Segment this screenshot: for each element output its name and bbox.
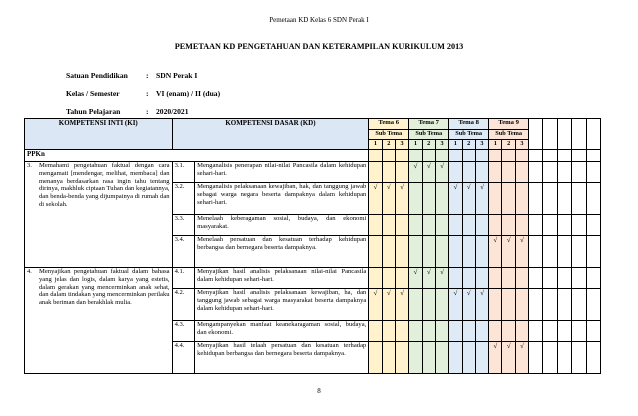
check-mark: √ <box>515 342 528 374</box>
ki-text: Menyajikan pengetahuan faktual dalam bahasa yang jelas dan logis, dalam karya yang estetis, dalam gerakan yang mencerminkan anak sehat, dan dalam tindakan yang mencerminkan perilaku anak beriman dan berakhlak mulia. <box>39 268 170 307</box>
empty-cell <box>543 342 557 374</box>
empty-cell <box>572 342 586 374</box>
empty-cell <box>369 268 382 289</box>
empty-cell <box>409 289 422 321</box>
ki-content <box>27 162 170 209</box>
empty-cell <box>586 236 601 268</box>
empty-cell <box>395 321 408 342</box>
sub-number: 2 <box>462 140 475 150</box>
check-mark: √ <box>395 289 408 321</box>
tema-8-header: Tema 8 <box>449 119 489 130</box>
ki-number: 4. <box>27 268 32 275</box>
empty-cell <box>422 289 435 321</box>
empty-cell <box>557 289 571 321</box>
empty-cell <box>409 215 422 236</box>
empty-cell <box>395 342 408 374</box>
empty-cell <box>529 236 543 268</box>
empty-cell <box>369 342 382 374</box>
ki-text: Memahami pengetahuan faktual dengan cara mengamati [mendengar, melihat, membaca] dan menanya berdasarkan rasa ingin tahu tentang dirinya, makhluk ciptaan Tuhan dan kegiatannya, dan benda-benda yang dijumpainya di rumah dan di sekolah. <box>39 162 170 208</box>
kd-text: Mengampanyekan manfaat keanekaragaman sosial, budaya, dan ekonomi. <box>195 321 369 342</box>
kd-number: 3.3. <box>172 215 195 236</box>
empty-cell <box>557 342 571 374</box>
subject-label: PPKn <box>25 150 369 162</box>
empty-cell <box>529 289 543 321</box>
document-title: PEMETAAN KD PENGETAHUAN DAN KETERAMPILAN KURIKULUM 2013 <box>174 42 464 51</box>
check-mark: √ <box>489 236 502 268</box>
sub-number: 2 <box>502 140 515 150</box>
empty-cell <box>529 150 543 162</box>
info-colon: : <box>146 88 149 98</box>
empty-cell <box>395 162 408 183</box>
check-mark: √ <box>409 162 422 183</box>
check-mark: √ <box>502 236 515 268</box>
kd-row <box>25 268 601 289</box>
empty-cell <box>515 215 528 236</box>
kd-row <box>25 162 601 183</box>
empty-cell <box>369 162 382 183</box>
info-label: Kelas / Semester <box>66 88 120 98</box>
sub-number: 2 <box>422 140 435 150</box>
sub-tema-label: Sub Tema <box>489 130 529 140</box>
page-number: 8 <box>317 387 321 395</box>
empty-cell <box>586 289 601 321</box>
empty-cell <box>462 268 475 289</box>
empty-cell <box>382 321 395 342</box>
extra-column <box>572 119 586 150</box>
info-value: SDN Perak I <box>156 70 198 80</box>
empty-cell <box>586 162 601 183</box>
empty-cell <box>586 321 601 342</box>
info-value: VI (enam) / II (dua) <box>156 88 221 98</box>
empty-cell <box>462 321 475 342</box>
kd-number: 3.4. <box>172 236 195 268</box>
school-info <box>66 66 220 120</box>
ki-content <box>27 268 170 307</box>
empty-cell <box>586 215 601 236</box>
empty-cell <box>435 183 448 215</box>
empty-cell <box>462 215 475 236</box>
extra-column <box>529 119 543 150</box>
empty-cell <box>543 183 557 215</box>
kd-text: Menyajikan hasil analisis pelaksanaan kewajiban, ha, dan tanggung jawab sebagai warga masyarakat beserta dampaknya dalam kehidupan sehari-hari. <box>195 289 369 321</box>
sub-number: 2 <box>382 140 395 150</box>
sub-number: 3 <box>395 140 408 150</box>
kd-number: 4.2. <box>172 289 195 321</box>
empty-cell <box>543 289 557 321</box>
empty-cell <box>369 321 382 342</box>
empty-cell <box>382 215 395 236</box>
empty-cell <box>449 268 462 289</box>
empty-cell <box>475 268 488 289</box>
empty-cell <box>502 150 515 162</box>
empty-cell <box>572 150 586 162</box>
check-mark: √ <box>435 162 448 183</box>
empty-cell <box>489 215 502 236</box>
empty-cell <box>529 183 543 215</box>
info-value: 2020/2021 <box>156 106 189 116</box>
empty-cell <box>449 236 462 268</box>
empty-cell <box>502 183 515 215</box>
empty-cell <box>529 215 543 236</box>
sub-tema-label: Sub Tema <box>449 130 489 140</box>
empty-cell <box>449 215 462 236</box>
empty-cell <box>462 342 475 374</box>
empty-cell <box>515 162 528 183</box>
info-row-school <box>66 66 220 84</box>
empty-cell <box>475 342 488 374</box>
empty-cell <box>529 268 543 289</box>
empty-cell <box>409 236 422 268</box>
empty-cell <box>557 215 571 236</box>
empty-cell <box>515 268 528 289</box>
empty-cell <box>449 150 462 162</box>
empty-cell <box>449 342 462 374</box>
empty-cell <box>489 289 502 321</box>
sub-number: 1 <box>369 140 382 150</box>
empty-cell <box>572 289 586 321</box>
empty-cell <box>395 215 408 236</box>
extra-column <box>557 119 571 150</box>
empty-cell <box>543 236 557 268</box>
kd-text: Menyajikan hasil analisis pelaksanaan nilai-nilai Pancasila dalam kehidupan sehari-hari. <box>195 268 369 289</box>
tema-6-header: Tema 6 <box>369 119 409 130</box>
check-mark: √ <box>462 289 475 321</box>
empty-cell <box>422 236 435 268</box>
empty-cell <box>475 150 488 162</box>
info-label: Tahun Pelajaran <box>66 106 121 116</box>
empty-cell <box>572 236 586 268</box>
empty-cell <box>462 162 475 183</box>
empty-cell <box>382 268 395 289</box>
empty-cell <box>435 321 448 342</box>
kd-text: Menyajikan hasil telaah persatuan dan kesatuan terhadap kehidupan berbangsa dan bernegara beserta dampaknya. <box>195 342 369 374</box>
empty-cell <box>502 162 515 183</box>
empty-cell <box>586 183 601 215</box>
empty-cell <box>422 321 435 342</box>
empty-cell <box>409 183 422 215</box>
empty-cell <box>449 162 462 183</box>
sub-number: 3 <box>475 140 488 150</box>
check-mark: √ <box>422 162 435 183</box>
ki-header: KOMPETENSI INTI (KI) <box>25 119 173 150</box>
check-mark: √ <box>449 183 462 215</box>
check-mark: √ <box>435 268 448 289</box>
empty-cell <box>586 150 601 162</box>
empty-cell <box>369 215 382 236</box>
empty-cell <box>435 342 448 374</box>
kd-mapping-table <box>24 118 601 374</box>
empty-cell <box>515 183 528 215</box>
empty-cell <box>502 215 515 236</box>
empty-cell <box>572 215 586 236</box>
tema-7-header: Tema 7 <box>409 119 449 130</box>
empty-cell <box>572 268 586 289</box>
empty-cell <box>409 342 422 374</box>
ki-cell <box>25 162 173 268</box>
empty-cell <box>489 268 502 289</box>
info-colon: : <box>146 70 149 80</box>
sub-tema-label: Sub Tema <box>369 130 409 140</box>
empty-cell <box>462 150 475 162</box>
empty-cell <box>422 215 435 236</box>
empty-cell <box>543 321 557 342</box>
check-mark: √ <box>382 289 395 321</box>
empty-cell <box>435 150 448 162</box>
empty-cell <box>422 183 435 215</box>
check-mark: √ <box>395 183 408 215</box>
empty-cell <box>572 183 586 215</box>
info-colon: : <box>146 106 149 116</box>
empty-cell <box>395 150 408 162</box>
empty-cell <box>422 150 435 162</box>
sub-number: 3 <box>515 140 528 150</box>
empty-cell <box>543 150 557 162</box>
empty-cell <box>462 236 475 268</box>
check-mark: √ <box>449 289 462 321</box>
info-label: Satuan Pendidikan <box>66 70 128 80</box>
check-mark: √ <box>422 268 435 289</box>
empty-cell <box>475 321 488 342</box>
empty-cell <box>557 321 571 342</box>
kd-number: 4.4. <box>172 342 195 374</box>
kd-number: 4.3. <box>172 321 195 342</box>
empty-cell <box>557 183 571 215</box>
check-mark: √ <box>515 236 528 268</box>
check-mark: √ <box>462 183 475 215</box>
empty-cell <box>515 150 528 162</box>
kd-text: Menganalisis pelaksanaan kewajiban, hak, dan tanggung jawab sebagai warga negara beserta dampaknya dalam kehidupan sehari-hari. <box>195 183 369 215</box>
sub-tema-label: Sub Tema <box>409 130 449 140</box>
extra-column <box>543 119 557 150</box>
empty-cell <box>586 268 601 289</box>
extra-column <box>586 119 601 150</box>
empty-cell <box>586 342 601 374</box>
empty-cell <box>557 162 571 183</box>
empty-cell <box>557 268 571 289</box>
check-mark: √ <box>475 183 488 215</box>
sub-number: 3 <box>435 140 448 150</box>
empty-cell <box>543 268 557 289</box>
empty-cell <box>489 150 502 162</box>
kd-text: Menelaah keberagaman sosial, budaya, dan ekonomi masyarakat. <box>195 215 369 236</box>
kd-text: Menelaah persatuan dan kesatuan terhadap kehidupan berbangsa dan bernegara beserta dampaknya. <box>195 236 369 268</box>
check-mark: √ <box>369 183 382 215</box>
empty-cell <box>382 236 395 268</box>
empty-cell <box>502 289 515 321</box>
empty-cell <box>475 162 488 183</box>
empty-cell <box>502 321 515 342</box>
empty-cell <box>529 162 543 183</box>
kd-number: 3.2. <box>172 183 195 215</box>
empty-cell <box>435 236 448 268</box>
empty-cell <box>382 150 395 162</box>
empty-cell <box>435 289 448 321</box>
empty-cell <box>543 215 557 236</box>
kd-number: 4.1. <box>172 268 195 289</box>
empty-cell <box>489 162 502 183</box>
check-mark: √ <box>409 268 422 289</box>
empty-cell <box>369 150 382 162</box>
kd-text: Menganalisis penerapan nilai-nilai Pancasila dalam kehidupan sehari-hari. <box>195 162 369 183</box>
page-header: Pemetaan KD Kelas 6 SDN Perak I <box>269 16 369 24</box>
empty-cell <box>489 183 502 215</box>
empty-cell <box>449 321 462 342</box>
ki-cell <box>25 268 173 374</box>
sub-number: 1 <box>489 140 502 150</box>
empty-cell <box>557 150 571 162</box>
check-mark: √ <box>475 289 488 321</box>
kd-header: KOMPETENSI DASAR (KD) <box>172 119 369 150</box>
empty-cell <box>422 342 435 374</box>
kd-number: 3.1. <box>172 162 195 183</box>
empty-cell <box>475 236 488 268</box>
check-mark: √ <box>369 289 382 321</box>
empty-cell <box>489 321 502 342</box>
empty-cell <box>382 162 395 183</box>
sub-number: 1 <box>449 140 462 150</box>
empty-cell <box>382 342 395 374</box>
empty-cell <box>557 236 571 268</box>
sub-number: 1 <box>409 140 422 150</box>
empty-cell <box>409 150 422 162</box>
check-mark: √ <box>489 342 502 374</box>
empty-cell <box>529 321 543 342</box>
empty-cell <box>529 342 543 374</box>
empty-cell <box>515 321 528 342</box>
empty-cell <box>435 215 448 236</box>
empty-cell <box>475 215 488 236</box>
check-mark: √ <box>382 183 395 215</box>
empty-cell <box>572 162 586 183</box>
empty-cell <box>369 236 382 268</box>
check-mark: √ <box>502 342 515 374</box>
empty-cell <box>572 321 586 342</box>
empty-cell <box>395 268 408 289</box>
ki-number: 3. <box>27 162 32 169</box>
empty-cell <box>395 236 408 268</box>
empty-cell <box>409 321 422 342</box>
empty-cell <box>502 268 515 289</box>
info-row-class <box>66 84 220 102</box>
empty-cell <box>515 289 528 321</box>
empty-cell <box>543 162 557 183</box>
tema-9-header: Tema 9 <box>489 119 529 130</box>
